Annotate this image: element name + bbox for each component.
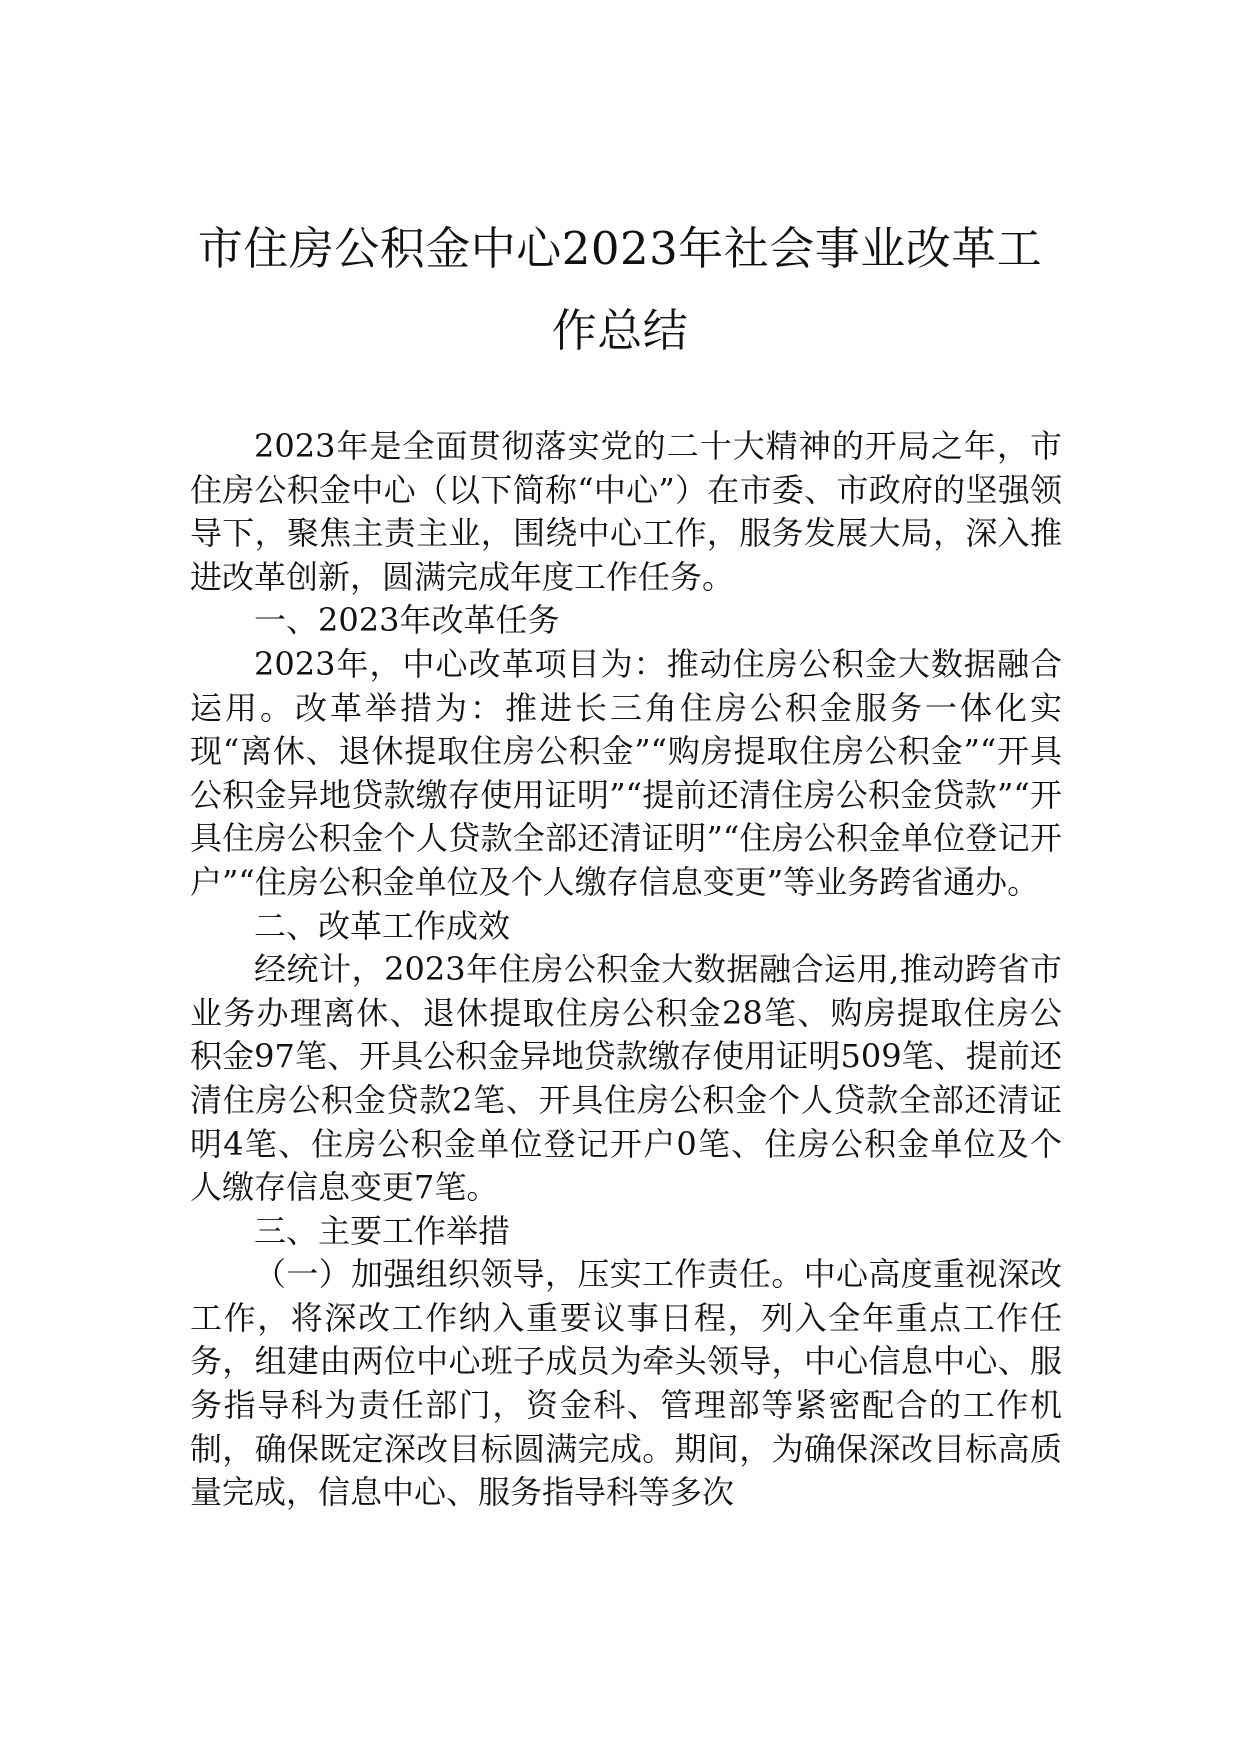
section-heading-1: 一、2023年改革任务 <box>254 601 560 640</box>
section-heading-3: 三、主要工作举措 <box>254 1211 511 1250</box>
title-line-2: 作总结 <box>551 304 689 357</box>
document-body <box>190 425 1062 1515</box>
reform-tasks-paragraph: 2023年，中心改革项目为：推动住房公积金大数据融合运用。改革举措为：推进长三角住房公积金服务一体化实现“离休、退休提取住房公积金”“购房提取住房公积金”“开具公积金异地贷款缴存使用证明”“提前还清住房公积金贷款”“开具住房公积金个人贷款全部还清证明”“住房公积金单位登记开户”“住房公积金单位及个人缴存信息变更”等业务跨省通办。 <box>190 644 1062 901</box>
intro-paragraph: 2023年是全面贯彻落实党的二十大精神的开局之年，市住房公积金中心（以下简称“中心”）在市委、市政府的坚强领导下，聚焦主责主业，围绕中心工作，服务发展大局，深入推进改革创新，圆满完成年度工作任务。 <box>190 427 1062 596</box>
measure-1-paragraph: （一）加强组织领导，压实工作责任。中心高度重视深改工作，将深改工作纳入重要议事日程，列入全年重点工作任务，组建由两位中心班子成员为牵头领导，中心信息中心、服务指导科为责任部门，资金科、管理部等紧密配合的工作机制，确保既定深改目标圆满完成。期间，为确保深改目标高质量完成，信息中心、服务指导科等多次 <box>190 1255 1062 1512</box>
section-heading-2: 二、改革工作成效 <box>254 906 511 945</box>
document-title <box>150 208 1090 372</box>
reform-results-paragraph: 经统计，2023年住房公积金大数据融合运用,推动跨省市业务办理离休、退休提取住房公积金28笔、购房提取住房公积金97笔、开具公积金异地贷款缴存使用证明509笔、提前还清住房公积金贷款2笔、开具住房公积金个人贷款全部还清证明4笔、住房公积金单位登记开户0笔、住房公积金单位及个人缴存信息变更7笔。 <box>190 950 1062 1207</box>
title-line-1: 市住房公积金中心2023年社会事业改革工 <box>197 222 1043 275</box>
